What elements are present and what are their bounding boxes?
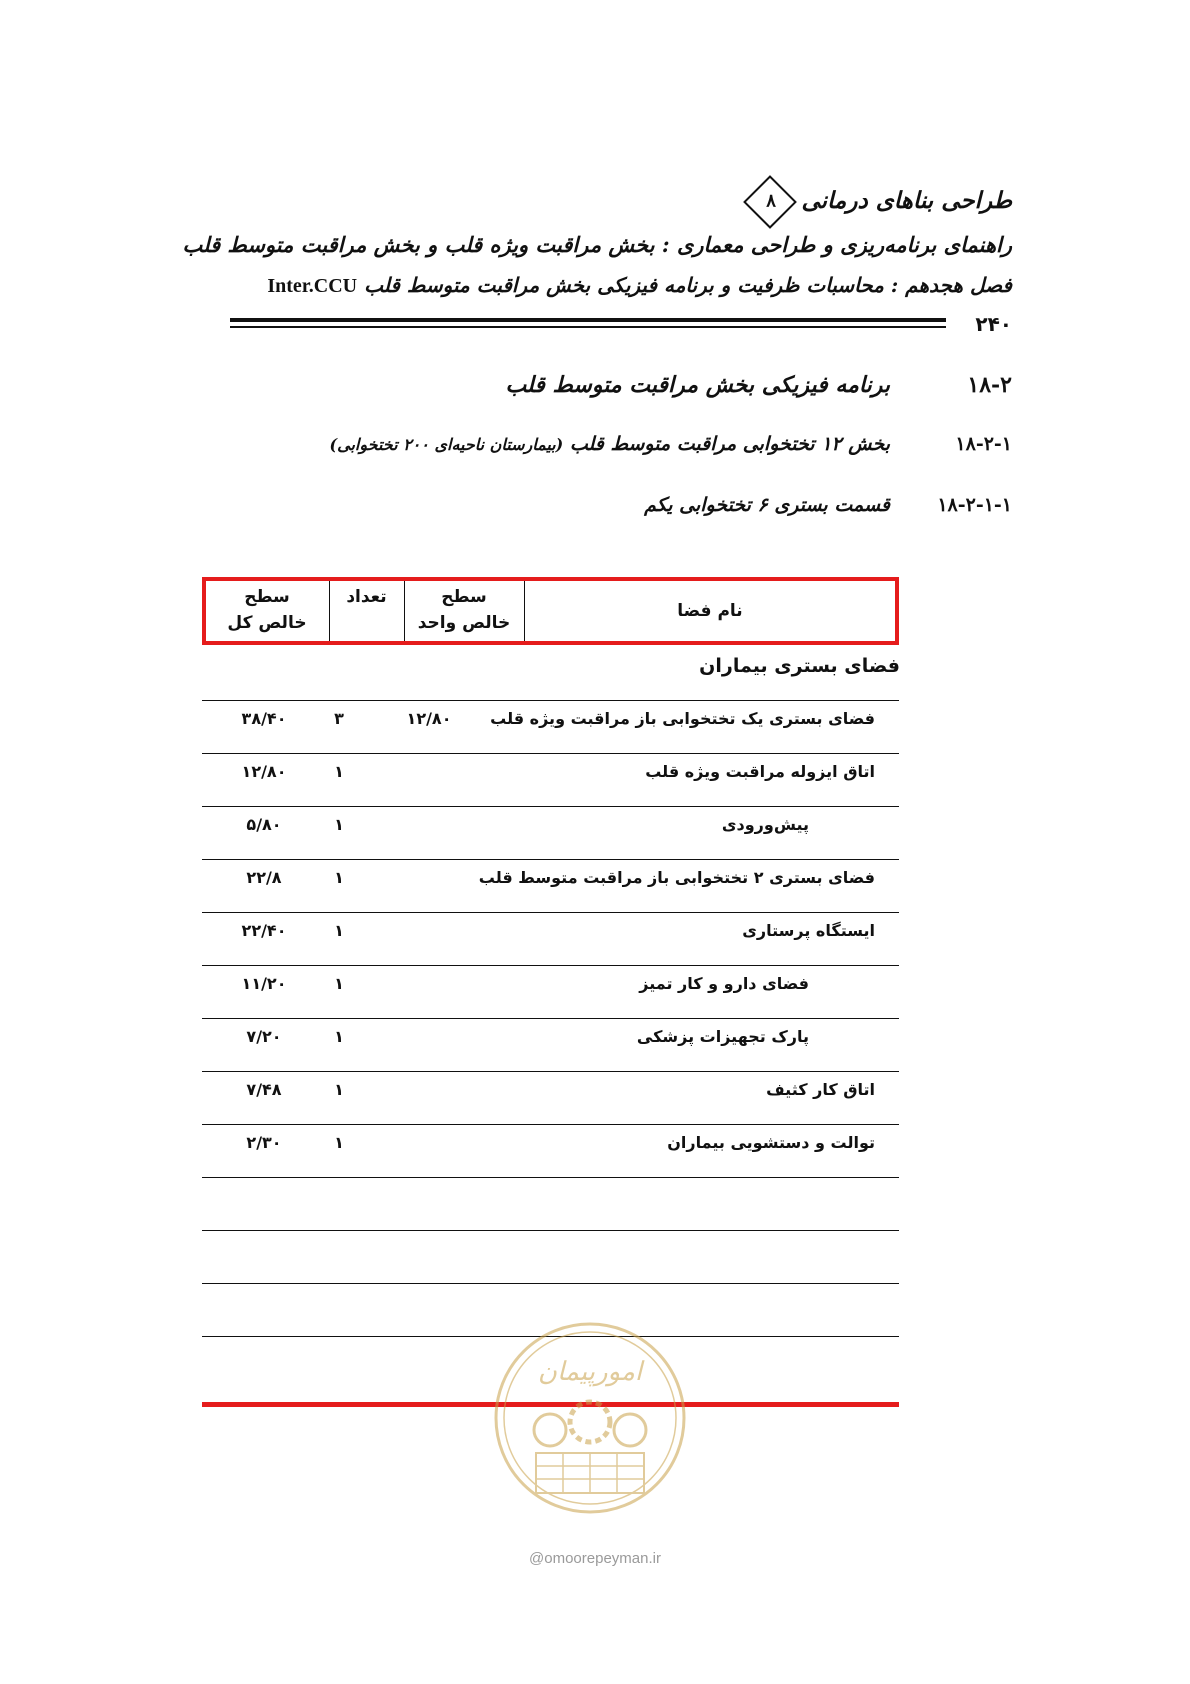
cell-total-area: ۱۱/۲۰ [241,974,287,993]
section-number: ۱۸-۲-۱-۱ [937,494,1012,516]
table-row-empty [202,1177,899,1230]
cell-name: پارک تجهیزات پزشکی [636,1027,809,1046]
table-row [202,859,899,912]
section-number: ۱۸-۲ [967,372,1012,398]
cell-count: ۳ [334,709,344,728]
section-title: برنامه فیزیکی بخش مراقبت متوسط قلب [505,372,890,398]
section-title-sub: (بیمارستان ناحیه‌ای ۲۰۰ تختخوابی) [329,435,564,454]
group-title: فضای بستری بیماران [699,655,900,677]
watermark-site: @omoorepeyman.ir [529,1550,661,1567]
cell-total-area: ۷/۴۸ [246,1080,282,1099]
cell-count: ۱ [334,921,344,940]
table-row [202,700,899,753]
cell-count: ۱ [334,974,344,993]
book-subtitle: راهنمای برنامه‌ریزی و طراحی معماری : بخش مراقبت ویژه قلب و بخش مراقبت متوسط قلب [182,232,1012,257]
cell-total-area: ۵/۸۰ [246,815,282,834]
section-title-main: بخش ۱۲ تختخوابی مراقبت متوسط قلب [569,433,890,455]
cell-total-area: ۷/۲۰ [246,1027,282,1046]
cell-name: فضای بستری ۲ تختخوابی باز مراقبت متوسط قلب [478,868,875,887]
header-unit-area: سطح خالص واحد [417,587,511,633]
volume-badge: ۸ [744,175,798,229]
cell-total-area: ۲۲/۴۰ [241,921,287,940]
cell-total-area: ۲/۳۰ [246,1133,282,1152]
header-name: نام فضا [677,601,743,621]
chapter-title [267,273,1012,298]
table-row [202,753,899,806]
table-row [202,806,899,859]
header-total-area: سطح خالص کل [227,587,307,633]
section-title [330,433,890,455]
chapter-title-en: Inter.CCU [267,275,358,297]
cell-count: ۱ [334,1133,344,1152]
section-title: قسمت بستری ۶ تختخوابی یکم [644,494,890,516]
book-title-text: طراحی بناهای درمانی [801,187,1012,214]
cell-unit-area: ۱۲/۸۰ [406,709,452,728]
cell-total-area: ۱۲/۸۰ [241,762,287,781]
cell-name: اتاق کار کثیف [766,1080,875,1099]
table-row [202,1071,899,1124]
header-rule-thick [230,318,946,322]
table-row [202,965,899,1018]
table-row [202,1018,899,1071]
page-number: ۲۴۰ [975,312,1012,336]
watermark-logo [490,1318,690,1518]
cell-name: اتاق ایزوله مراقبت ویژه قلب [645,762,875,781]
section-number: ۱۸-۲-۱ [955,433,1012,455]
table-row [202,912,899,965]
cell-count: ۱ [334,1080,344,1099]
table-row [202,1124,899,1177]
table-header [202,577,899,645]
cell-count: ۱ [334,868,344,887]
cell-name: فضای دارو و کار تمیز [639,974,809,993]
chapter-title-fa: فصل هجدهم : محاسبات ظرفیت و برنامه فیزیکی بخش مراقبت متوسط قلب [364,273,1012,297]
cell-count: ۱ [334,1027,344,1046]
header-count: تعداد [346,587,387,607]
cell-name: ایستگاه پرستاری [742,921,875,940]
cell-name: فضای بستری یک تختخوابی باز مراقبت ویژه قلب [490,709,875,728]
cell-count: ۱ [334,762,344,781]
cell-name: پیش‌ورودی [721,815,809,834]
watermark-logo-text: امورپیمان [537,1357,643,1387]
cell-total-area: ۲۲/۸ [246,868,282,887]
cell-count: ۱ [334,815,344,834]
table-row-empty [202,1230,899,1283]
header-rule-thin [230,326,946,328]
cell-name: توالت و دستشویی بیماران [667,1133,875,1152]
cell-total-area: ۳۸/۴۰ [241,709,287,728]
book-title [751,183,1012,221]
